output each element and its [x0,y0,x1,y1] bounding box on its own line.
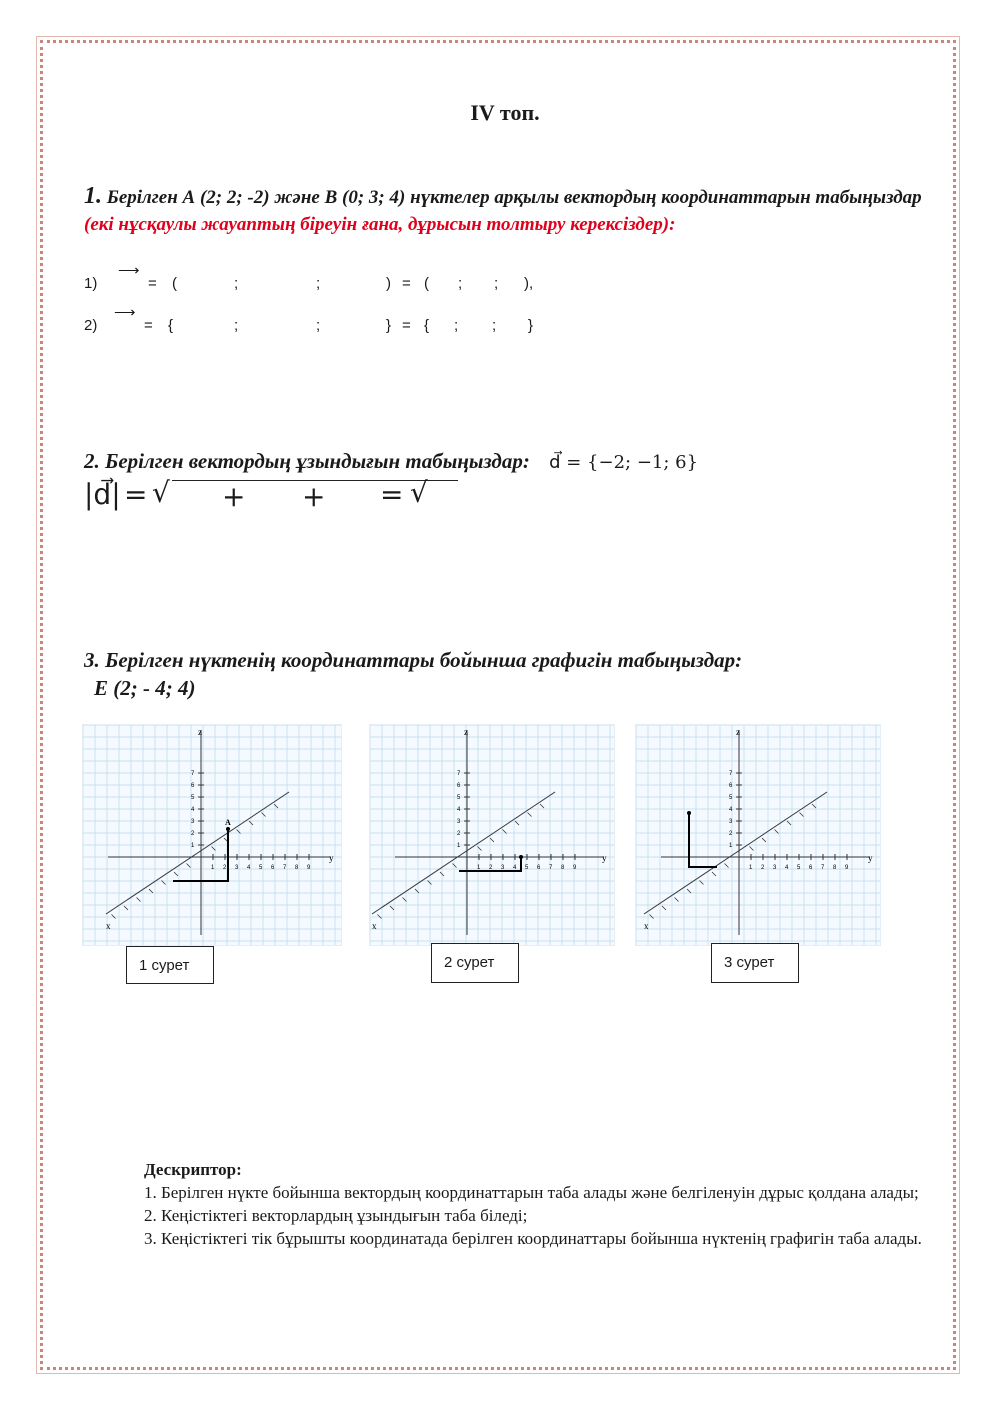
y-tick-label: 7 [821,865,825,871]
bracket: { [168,317,174,334]
plus: + [222,480,246,513]
equals: = [144,317,153,334]
y-tick-label: 8 [295,865,299,871]
y-tick-label: 9 [573,865,577,871]
z-tick-label: 4 [729,807,733,813]
x-tick [650,915,654,919]
x-tick [124,906,128,910]
x-tick [274,804,278,808]
x-axis-label: x [372,921,377,931]
z-tick-label: 2 [729,831,733,837]
task-1 [84,180,934,238]
x-tick [137,898,141,902]
separator: ; [234,317,239,334]
z-axis-label: z [464,727,468,737]
x-tick [725,864,729,868]
y-tick-label: 1 [749,865,753,871]
vector-arrow-icon: ⟶ [118,262,140,279]
sqrt-icon: √ [152,476,170,509]
x-tick [712,872,716,876]
y-tick-label: 4 [785,865,789,871]
x-tick [378,915,382,919]
separator: ; [494,275,499,292]
separator: ; [316,317,321,334]
sqrt-icon: √ [410,476,428,509]
figure-3-caption: 3 сурет [711,943,799,983]
x-tick [415,889,419,893]
z-tick-label: 6 [191,783,195,789]
y-tick-label: 3 [773,865,777,871]
task-3-text: 3. Берілген нүктенің координаттары бойынша графигін табыңыздар: [84,648,743,672]
equals: = [402,317,411,334]
point-marker [519,855,523,859]
y-tick-label: 5 [797,865,801,871]
x-tick [390,906,394,910]
x-tick [750,847,754,851]
plus: + [302,480,326,513]
z-tick-label: 2 [457,831,461,837]
y-tick-label: 6 [271,865,275,871]
y-tick-label: 5 [259,865,263,871]
point-label: A [225,818,231,827]
equals: = [148,275,157,292]
separator: ; [454,317,459,334]
z-axis-label: z [736,727,740,737]
vector-arrow-icon: ⟶ [114,304,136,321]
equals: = [402,275,411,292]
z-tick-label: 3 [729,819,733,825]
option-label: 1) [84,275,98,292]
x-tick [540,804,544,808]
option-label: 2) [84,317,98,334]
x-tick [262,813,266,817]
y-tick-label: 4 [513,865,517,871]
x-axis [372,792,555,914]
z-tick-label: 6 [457,783,461,789]
task-3-point: E (2; - 4; 4) [94,676,196,701]
y-tick-label: 9 [307,865,311,871]
z-tick-label: 7 [457,771,461,777]
x-tick [112,915,116,919]
y-tick-label: 2 [761,865,765,871]
x-axis-label: x [644,921,649,931]
z-tick-label: 1 [191,843,195,849]
z-tick-label: 1 [457,843,461,849]
z-tick-label: 5 [191,795,195,801]
figure-2-caption: 2 сурет [431,943,519,983]
page-title: IV топ. [470,100,540,125]
descriptor-list [84,1181,934,1250]
z-tick-label: 1 [729,843,733,849]
y-tick-label: 3 [235,865,239,871]
y-tick-label: 8 [561,865,565,871]
y-tick-label: 7 [283,865,287,871]
x-tick [490,838,494,842]
x-axis [644,792,827,914]
x-tick [149,889,153,893]
y-tick-label: 5 [525,865,529,871]
bracket: } [528,317,534,334]
figure-1-caption: 1 сурет [126,946,214,984]
task-1-note: (екі нұсқаулы жауаптың біреуін ғана, дұрысын толтыру керексіздер): [84,214,676,236]
z-tick-label: 7 [191,771,195,777]
x-tick [187,864,191,868]
equals: = [124,478,148,511]
equals: = [380,478,404,511]
z-tick-label: 4 [457,807,461,813]
x-tick [675,898,679,902]
task-1-number: 1. [84,183,102,209]
x-tick [762,838,766,842]
z-tick-label: 6 [729,783,733,789]
vector-abs: |d⃗| [84,478,121,511]
bracket: } [386,317,392,334]
z-tick-label: 7 [729,771,733,777]
descriptor-heading: Дескриптор: [144,1160,242,1179]
bracket: ), [524,275,534,292]
graph-3 [635,724,881,946]
separator: ; [492,317,497,334]
y-tick-label: 2 [223,865,227,871]
y-tick-label: 1 [211,865,215,871]
y-axis-label: y [602,853,607,863]
separator: ; [316,275,321,292]
graph-1 [82,724,342,946]
x-axis-label: x [106,921,111,931]
z-tick-label: 3 [191,819,195,825]
x-tick [800,813,804,817]
z-tick-label: 2 [191,831,195,837]
y-tick-label: 1 [477,865,481,871]
descriptor-item: 1. Берілген нүкте бойынша вектордың координаттарын таба алады және белгіленуін дұрыс қолдана алады; [144,1183,919,1202]
x-tick [687,889,691,893]
y-tick-label: 6 [537,865,541,871]
point-marker [687,811,691,815]
bracket: ) [386,275,391,292]
task-1-text: Берілген А (2; 2; -2) және В (0; 3; 4) нүктелер арқылы вектордың координаттарын табыңыздар [106,187,922,208]
x-tick [174,872,178,876]
y-tick-label: 9 [845,865,849,871]
task-2 [84,447,698,475]
y-tick-label: 3 [501,865,505,871]
y-tick-label: 7 [549,865,553,871]
y-tick-label: 4 [247,865,251,871]
x-tick [453,864,457,868]
y-tick-label: 8 [833,865,837,871]
task-2-text: 2. Берілген вектордың ұзындығын табыңыздар: [84,449,530,473]
bracket: ( [172,275,177,292]
z-tick-label: 3 [457,819,461,825]
y-tick-label: 2 [489,865,493,871]
x-tick [515,821,519,825]
y-axis-label: y [329,853,334,863]
bracket: { [424,317,430,334]
x-tick [787,821,791,825]
z-axis-label: z [198,727,202,737]
point-marker [226,827,230,831]
task-2-vector: d⃗ = {−2; −1; 6} [549,452,699,473]
x-tick [812,804,816,808]
y-axis-label: y [868,853,873,863]
separator: ; [458,275,463,292]
z-tick-label: 4 [191,807,195,813]
task-3 [84,646,742,703]
sqrt-bar [430,480,458,481]
separator: ; [234,275,239,292]
x-axis [106,792,289,914]
descriptor-item: 2. Кеңістіктегі векторлардың ұзындығын таба біледі; [144,1206,528,1225]
x-tick [662,906,666,910]
descriptor-item: 3. Кеңістіктегі тік бұрышты координатада берілген координаттары бойынша нүктенің графигін таба алады. [144,1229,922,1248]
x-tick [528,813,532,817]
y-tick-label: 6 [809,865,813,871]
z-tick-label: 5 [729,795,733,801]
graph-2 [369,724,615,946]
z-tick-label: 5 [457,795,461,801]
bracket: ( [424,275,429,292]
